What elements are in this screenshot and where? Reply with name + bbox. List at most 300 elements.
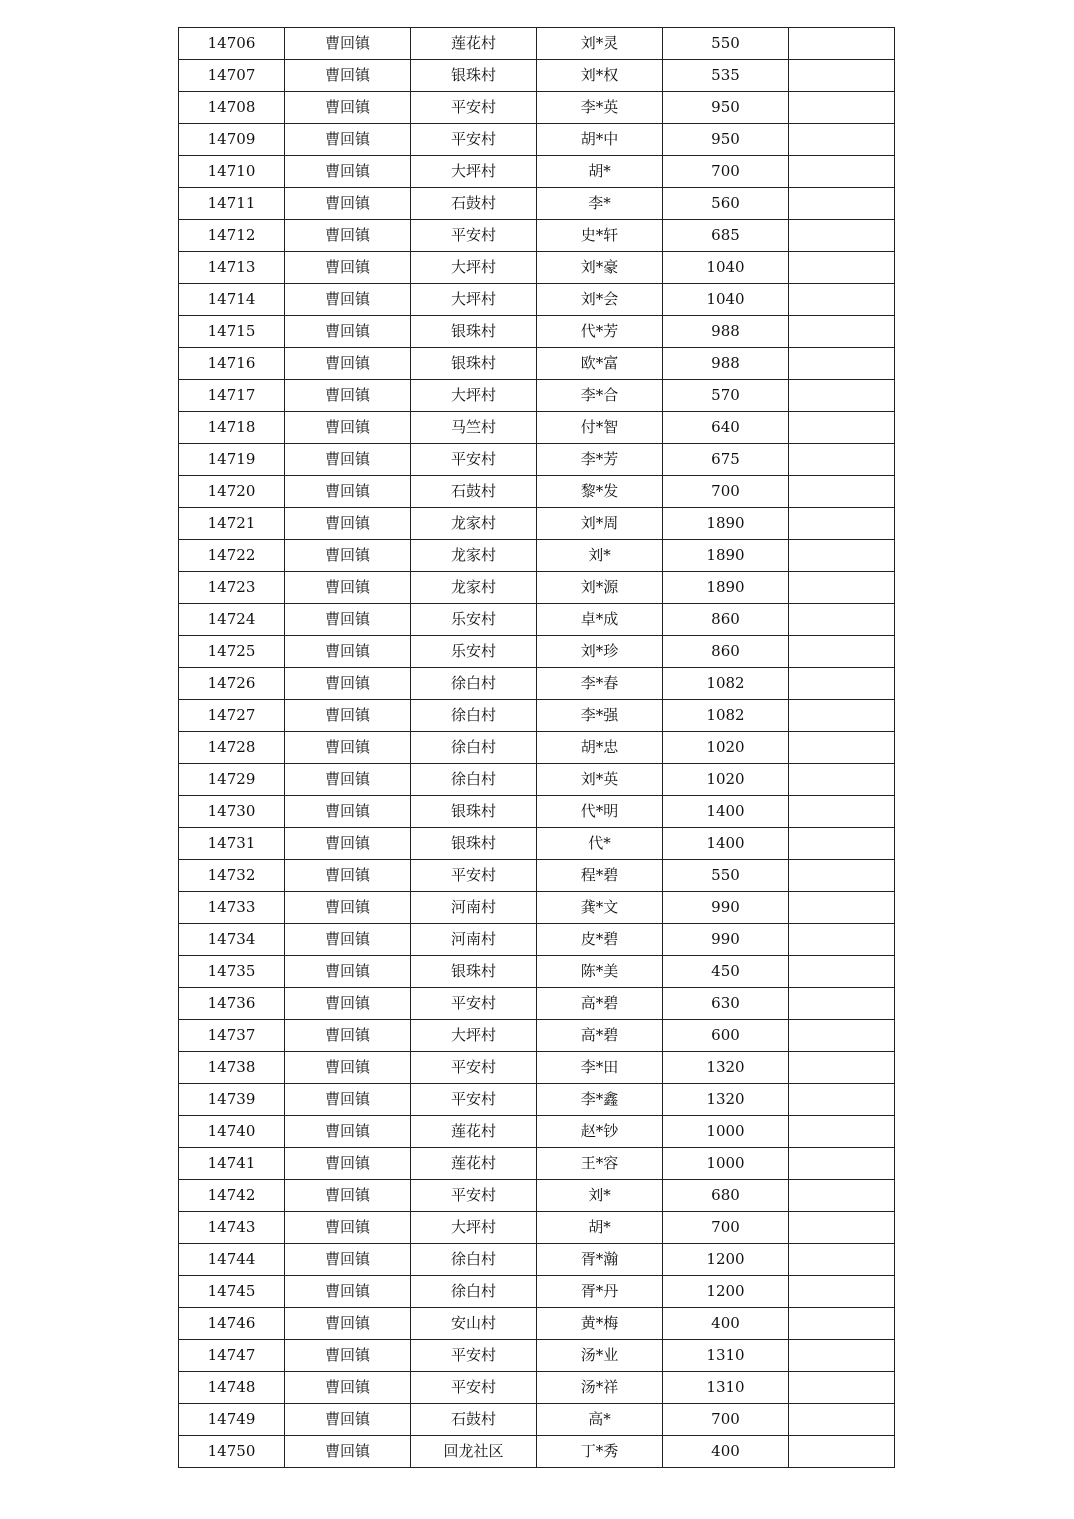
village-cell: 银珠村	[411, 348, 537, 380]
name-cell: 付*智	[537, 412, 663, 444]
remark-cell	[789, 156, 895, 188]
remark-cell	[789, 828, 895, 860]
remark-cell	[789, 220, 895, 252]
town-cell: 曹回镇	[285, 1180, 411, 1212]
row-number-cell: 14746	[179, 1308, 285, 1340]
remark-cell	[789, 124, 895, 156]
name-cell: 刘*源	[537, 572, 663, 604]
row-number-cell: 14719	[179, 444, 285, 476]
table-row	[179, 380, 895, 412]
amount-cell: 1890	[663, 540, 789, 572]
village-cell: 银珠村	[411, 956, 537, 988]
remark-cell	[789, 636, 895, 668]
name-cell: 程*碧	[537, 860, 663, 892]
village-cell: 平安村	[411, 124, 537, 156]
village-cell: 安山村	[411, 1308, 537, 1340]
village-cell: 石鼓村	[411, 476, 537, 508]
table-row	[179, 1116, 895, 1148]
amount-cell: 1400	[663, 796, 789, 828]
name-cell: 胡*	[537, 156, 663, 188]
remark-cell	[789, 1020, 895, 1052]
table-row	[179, 604, 895, 636]
table-row	[179, 1148, 895, 1180]
town-cell: 曹回镇	[285, 924, 411, 956]
town-cell: 曹回镇	[285, 860, 411, 892]
remark-cell	[789, 60, 895, 92]
name-cell: 丁*秀	[537, 1436, 663, 1468]
village-cell: 龙家村	[411, 508, 537, 540]
village-cell: 大坪村	[411, 1020, 537, 1052]
town-cell: 曹回镇	[285, 156, 411, 188]
name-cell: 胡*忠	[537, 732, 663, 764]
table-row	[179, 1244, 895, 1276]
row-number-cell: 14723	[179, 572, 285, 604]
town-cell: 曹回镇	[285, 1084, 411, 1116]
amount-cell: 640	[663, 412, 789, 444]
amount-cell: 700	[663, 156, 789, 188]
table-row	[179, 1180, 895, 1212]
village-cell: 徐白村	[411, 668, 537, 700]
row-number-cell: 14738	[179, 1052, 285, 1084]
remark-cell	[789, 988, 895, 1020]
table-row	[179, 188, 895, 220]
town-cell: 曹回镇	[285, 1020, 411, 1052]
amount-cell: 675	[663, 444, 789, 476]
row-number-cell: 14735	[179, 956, 285, 988]
table-row	[179, 348, 895, 380]
name-cell: 胡*中	[537, 124, 663, 156]
row-number-cell: 14731	[179, 828, 285, 860]
village-cell: 徐白村	[411, 764, 537, 796]
village-cell: 平安村	[411, 92, 537, 124]
amount-cell: 700	[663, 1404, 789, 1436]
row-number-cell: 14712	[179, 220, 285, 252]
town-cell: 曹回镇	[285, 636, 411, 668]
remark-cell	[789, 1244, 895, 1276]
row-number-cell: 14711	[179, 188, 285, 220]
table-row	[179, 572, 895, 604]
amount-cell: 400	[663, 1436, 789, 1468]
town-cell: 曹回镇	[285, 1116, 411, 1148]
remark-cell	[789, 1052, 895, 1084]
village-cell: 大坪村	[411, 1212, 537, 1244]
town-cell: 曹回镇	[285, 828, 411, 860]
row-number-cell: 14716	[179, 348, 285, 380]
name-cell: 刘*灵	[537, 28, 663, 60]
amount-cell: 1082	[663, 668, 789, 700]
name-cell: 陈*美	[537, 956, 663, 988]
amount-cell: 950	[663, 92, 789, 124]
remark-cell	[789, 1148, 895, 1180]
amount-cell: 1890	[663, 508, 789, 540]
town-cell: 曹回镇	[285, 444, 411, 476]
name-cell: 刘*会	[537, 284, 663, 316]
town-cell: 曹回镇	[285, 668, 411, 700]
table-row	[179, 1212, 895, 1244]
village-cell: 徐白村	[411, 1244, 537, 1276]
town-cell: 曹回镇	[285, 188, 411, 220]
village-cell: 徐白村	[411, 700, 537, 732]
village-cell: 乐安村	[411, 636, 537, 668]
amount-cell: 600	[663, 1020, 789, 1052]
remark-cell	[789, 1276, 895, 1308]
row-number-cell: 14715	[179, 316, 285, 348]
remark-cell	[789, 892, 895, 924]
name-cell: 汤*业	[537, 1340, 663, 1372]
amount-cell: 1000	[663, 1116, 789, 1148]
town-cell: 曹回镇	[285, 348, 411, 380]
village-cell: 河南村	[411, 924, 537, 956]
town-cell: 曹回镇	[285, 1404, 411, 1436]
row-number-cell: 14736	[179, 988, 285, 1020]
remark-cell	[789, 380, 895, 412]
row-number-cell: 14729	[179, 764, 285, 796]
name-cell: 高*	[537, 1404, 663, 1436]
remark-cell	[789, 796, 895, 828]
remark-cell	[789, 284, 895, 316]
village-cell: 龙家村	[411, 540, 537, 572]
town-cell: 曹回镇	[285, 412, 411, 444]
amount-cell: 950	[663, 124, 789, 156]
amount-cell: 1310	[663, 1340, 789, 1372]
remark-cell	[789, 860, 895, 892]
amount-cell: 560	[663, 188, 789, 220]
amount-cell: 990	[663, 892, 789, 924]
row-number-cell: 14724	[179, 604, 285, 636]
row-number-cell: 14745	[179, 1276, 285, 1308]
remark-cell	[789, 1404, 895, 1436]
town-cell: 曹回镇	[285, 892, 411, 924]
name-cell: 刘*权	[537, 60, 663, 92]
table-row	[179, 156, 895, 188]
village-cell: 莲花村	[411, 28, 537, 60]
table-row	[179, 28, 895, 60]
remark-cell	[789, 188, 895, 220]
town-cell: 曹回镇	[285, 28, 411, 60]
town-cell: 曹回镇	[285, 1212, 411, 1244]
name-cell: 李*英	[537, 92, 663, 124]
town-cell: 曹回镇	[285, 1372, 411, 1404]
town-cell: 曹回镇	[285, 92, 411, 124]
town-cell: 曹回镇	[285, 796, 411, 828]
name-cell: 刘*	[537, 540, 663, 572]
name-cell: 李*芳	[537, 444, 663, 476]
remark-cell	[789, 540, 895, 572]
town-cell: 曹回镇	[285, 476, 411, 508]
town-cell: 曹回镇	[285, 1340, 411, 1372]
name-cell: 刘*	[537, 1180, 663, 1212]
amount-cell: 700	[663, 476, 789, 508]
row-number-cell: 14717	[179, 380, 285, 412]
amount-cell: 570	[663, 380, 789, 412]
remark-cell	[789, 1308, 895, 1340]
row-number-cell: 14707	[179, 60, 285, 92]
town-cell: 曹回镇	[285, 1436, 411, 1468]
row-number-cell: 14713	[179, 252, 285, 284]
name-cell: 龚*文	[537, 892, 663, 924]
table-row	[179, 540, 895, 572]
village-cell: 徐白村	[411, 1276, 537, 1308]
amount-cell: 550	[663, 860, 789, 892]
name-cell: 王*容	[537, 1148, 663, 1180]
name-cell: 高*碧	[537, 1020, 663, 1052]
amount-cell: 1890	[663, 572, 789, 604]
name-cell: 黎*发	[537, 476, 663, 508]
row-number-cell: 14742	[179, 1180, 285, 1212]
town-cell: 曹回镇	[285, 764, 411, 796]
table-row	[179, 1340, 895, 1372]
table-row	[179, 1276, 895, 1308]
amount-cell: 1082	[663, 700, 789, 732]
remark-cell	[789, 316, 895, 348]
remark-cell	[789, 348, 895, 380]
town-cell: 曹回镇	[285, 60, 411, 92]
table-row	[179, 732, 895, 764]
amount-cell: 990	[663, 924, 789, 956]
row-number-cell: 14740	[179, 1116, 285, 1148]
row-number-cell: 14728	[179, 732, 285, 764]
table-row	[179, 1372, 895, 1404]
remark-cell	[789, 1180, 895, 1212]
remark-cell	[789, 1340, 895, 1372]
town-cell: 曹回镇	[285, 956, 411, 988]
table-row	[179, 796, 895, 828]
village-cell: 大坪村	[411, 380, 537, 412]
town-cell: 曹回镇	[285, 988, 411, 1020]
name-cell: 李*	[537, 188, 663, 220]
row-number-cell: 14709	[179, 124, 285, 156]
village-cell: 乐安村	[411, 604, 537, 636]
table-row	[179, 316, 895, 348]
village-cell: 河南村	[411, 892, 537, 924]
table-row	[179, 508, 895, 540]
data-table	[178, 27, 895, 1468]
remark-cell	[789, 1212, 895, 1244]
row-number-cell: 14708	[179, 92, 285, 124]
town-cell: 曹回镇	[285, 540, 411, 572]
town-cell: 曹回镇	[285, 732, 411, 764]
name-cell: 刘*英	[537, 764, 663, 796]
amount-cell: 1310	[663, 1372, 789, 1404]
row-number-cell: 14726	[179, 668, 285, 700]
row-number-cell: 14714	[179, 284, 285, 316]
town-cell: 曹回镇	[285, 508, 411, 540]
village-cell: 莲花村	[411, 1116, 537, 1148]
town-cell: 曹回镇	[285, 1148, 411, 1180]
table-row	[179, 220, 895, 252]
village-cell: 莲花村	[411, 1148, 537, 1180]
village-cell: 平安村	[411, 860, 537, 892]
village-cell: 平安村	[411, 1372, 537, 1404]
name-cell: 胡*	[537, 1212, 663, 1244]
name-cell: 李*合	[537, 380, 663, 412]
row-number-cell: 14747	[179, 1340, 285, 1372]
village-cell: 龙家村	[411, 572, 537, 604]
table-row	[179, 988, 895, 1020]
remark-cell	[789, 92, 895, 124]
name-cell: 皮*碧	[537, 924, 663, 956]
table-row	[179, 668, 895, 700]
row-number-cell: 14725	[179, 636, 285, 668]
row-number-cell: 14750	[179, 1436, 285, 1468]
name-cell: 汤*祥	[537, 1372, 663, 1404]
village-cell: 银珠村	[411, 828, 537, 860]
amount-cell: 1200	[663, 1276, 789, 1308]
village-cell: 平安村	[411, 1340, 537, 1372]
amount-cell: 400	[663, 1308, 789, 1340]
name-cell: 胥*瀚	[537, 1244, 663, 1276]
village-cell: 回龙社区	[411, 1436, 537, 1468]
table-row	[179, 252, 895, 284]
town-cell: 曹回镇	[285, 572, 411, 604]
remark-cell	[789, 572, 895, 604]
amount-cell: 550	[663, 28, 789, 60]
table-row	[179, 764, 895, 796]
remark-cell	[789, 732, 895, 764]
name-cell: 李*鑫	[537, 1084, 663, 1116]
village-cell: 平安村	[411, 220, 537, 252]
amount-cell: 685	[663, 220, 789, 252]
row-number-cell: 14722	[179, 540, 285, 572]
name-cell: 刘*豪	[537, 252, 663, 284]
remark-cell	[789, 444, 895, 476]
table-row	[179, 924, 895, 956]
amount-cell: 680	[663, 1180, 789, 1212]
remark-cell	[789, 28, 895, 60]
amount-cell: 1320	[663, 1052, 789, 1084]
row-number-cell: 14721	[179, 508, 285, 540]
table-row	[179, 1436, 895, 1468]
amount-cell: 450	[663, 956, 789, 988]
row-number-cell: 14749	[179, 1404, 285, 1436]
village-cell: 平安村	[411, 1180, 537, 1212]
amount-cell: 1000	[663, 1148, 789, 1180]
remark-cell	[789, 1116, 895, 1148]
row-number-cell: 14748	[179, 1372, 285, 1404]
table-row	[179, 956, 895, 988]
remark-cell	[789, 252, 895, 284]
village-cell: 银珠村	[411, 60, 537, 92]
amount-cell: 1200	[663, 1244, 789, 1276]
name-cell: 欧*富	[537, 348, 663, 380]
remark-cell	[789, 604, 895, 636]
row-number-cell: 14734	[179, 924, 285, 956]
table-row	[179, 1404, 895, 1436]
town-cell: 曹回镇	[285, 124, 411, 156]
row-number-cell: 14710	[179, 156, 285, 188]
amount-cell: 1040	[663, 252, 789, 284]
remark-cell	[789, 924, 895, 956]
village-cell: 石鼓村	[411, 1404, 537, 1436]
amount-cell: 630	[663, 988, 789, 1020]
row-number-cell: 14741	[179, 1148, 285, 1180]
remark-cell	[789, 412, 895, 444]
remark-cell	[789, 476, 895, 508]
village-cell: 马竺村	[411, 412, 537, 444]
remark-cell	[789, 1084, 895, 1116]
village-cell: 平安村	[411, 444, 537, 476]
name-cell: 李*春	[537, 668, 663, 700]
amount-cell: 1320	[663, 1084, 789, 1116]
name-cell: 刘*周	[537, 508, 663, 540]
village-cell: 银珠村	[411, 316, 537, 348]
table-row	[179, 1308, 895, 1340]
remark-cell	[789, 764, 895, 796]
table-row	[179, 700, 895, 732]
town-cell: 曹回镇	[285, 1244, 411, 1276]
village-cell: 石鼓村	[411, 188, 537, 220]
table-row	[179, 92, 895, 124]
table-body	[179, 28, 895, 1468]
row-number-cell: 14744	[179, 1244, 285, 1276]
amount-cell: 860	[663, 636, 789, 668]
table-row	[179, 124, 895, 156]
village-cell: 平安村	[411, 1052, 537, 1084]
row-number-cell: 14730	[179, 796, 285, 828]
row-number-cell: 14733	[179, 892, 285, 924]
village-cell: 平安村	[411, 1084, 537, 1116]
remark-cell	[789, 700, 895, 732]
town-cell: 曹回镇	[285, 252, 411, 284]
town-cell: 曹回镇	[285, 284, 411, 316]
table-row	[179, 860, 895, 892]
village-cell: 徐白村	[411, 732, 537, 764]
name-cell: 胥*丹	[537, 1276, 663, 1308]
name-cell: 赵*钞	[537, 1116, 663, 1148]
name-cell: 卓*成	[537, 604, 663, 636]
name-cell: 史*轩	[537, 220, 663, 252]
row-number-cell: 14732	[179, 860, 285, 892]
remark-cell	[789, 668, 895, 700]
table-row	[179, 284, 895, 316]
town-cell: 曹回镇	[285, 1052, 411, 1084]
remark-cell	[789, 956, 895, 988]
row-number-cell: 14737	[179, 1020, 285, 1052]
town-cell: 曹回镇	[285, 604, 411, 636]
amount-cell: 1020	[663, 764, 789, 796]
amount-cell: 988	[663, 316, 789, 348]
table-row	[179, 476, 895, 508]
name-cell: 代*明	[537, 796, 663, 828]
amount-cell: 1400	[663, 828, 789, 860]
row-number-cell: 14718	[179, 412, 285, 444]
village-cell: 大坪村	[411, 252, 537, 284]
village-cell: 银珠村	[411, 796, 537, 828]
amount-cell: 860	[663, 604, 789, 636]
town-cell: 曹回镇	[285, 1276, 411, 1308]
name-cell: 李*田	[537, 1052, 663, 1084]
town-cell: 曹回镇	[285, 316, 411, 348]
name-cell: 李*强	[537, 700, 663, 732]
row-number-cell: 14743	[179, 1212, 285, 1244]
table-row	[179, 1020, 895, 1052]
row-number-cell: 14739	[179, 1084, 285, 1116]
remark-cell	[789, 1372, 895, 1404]
town-cell: 曹回镇	[285, 700, 411, 732]
name-cell: 黄*梅	[537, 1308, 663, 1340]
table-row	[179, 828, 895, 860]
amount-cell: 1040	[663, 284, 789, 316]
table-row	[179, 1052, 895, 1084]
name-cell: 高*碧	[537, 988, 663, 1020]
row-number-cell: 14706	[179, 28, 285, 60]
row-number-cell: 14720	[179, 476, 285, 508]
name-cell: 代*	[537, 828, 663, 860]
remark-cell	[789, 1436, 895, 1468]
village-cell: 平安村	[411, 988, 537, 1020]
amount-cell: 700	[663, 1212, 789, 1244]
table-row	[179, 1084, 895, 1116]
